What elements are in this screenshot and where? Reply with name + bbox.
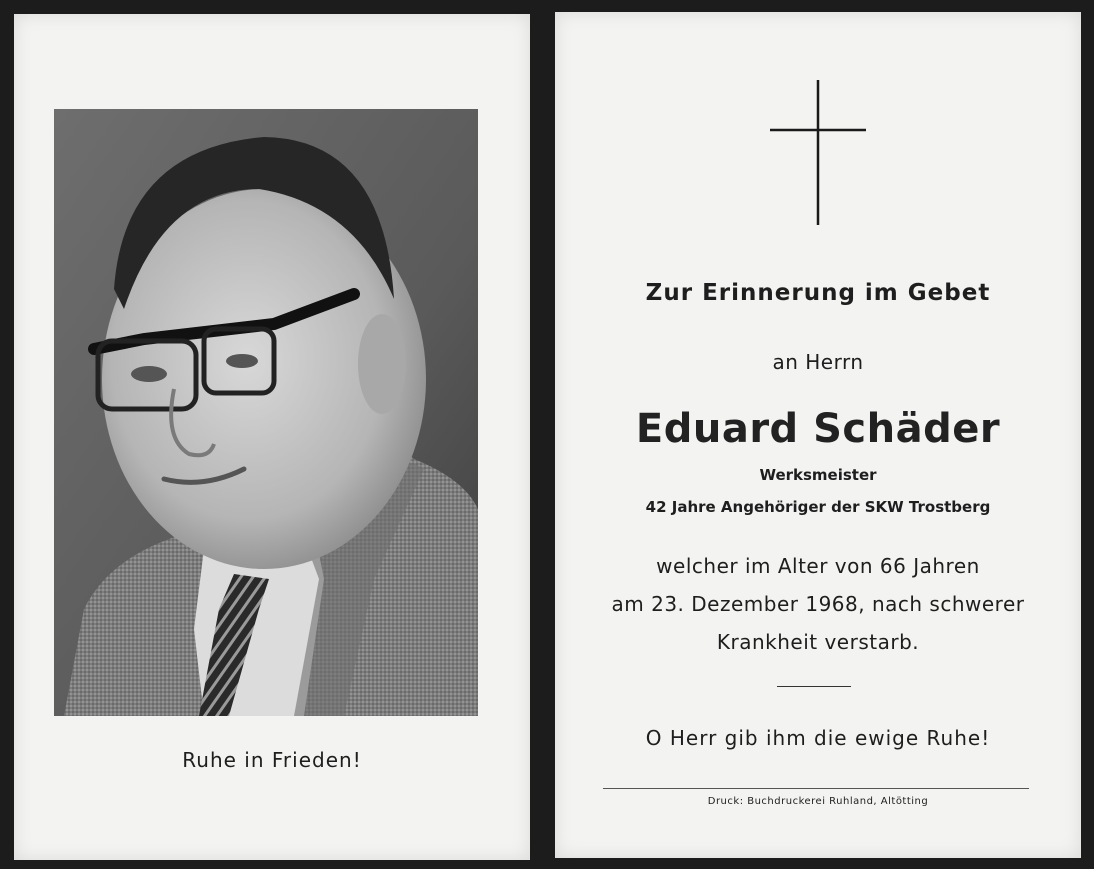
long-divider [603,788,1029,789]
short-divider [777,686,851,687]
prayer-line: O Herr gib ihm die ewige Ruhe! [645,726,991,750]
left-card [14,14,530,860]
portrait-photo [54,109,478,716]
right-card [555,12,1081,858]
salutation: an Herrn [772,350,864,374]
death-notice-line: welcher im Alter von 66 Jahren [656,554,980,578]
rest-in-peace-caption: Ruhe in Frieden! [182,748,362,772]
memorial-heading: Zur Erinnerung im Gebet [645,280,991,306]
cross-icon [768,80,868,225]
death-notice-line: am 23. Dezember 1968, nach schwerer [611,592,1025,616]
occupation: Werksmeister [759,466,877,484]
deceased-name: Eduard Schäder [635,406,1001,452]
printer-credit: Druck: Buchdruckerei Ruhland, Altötting [707,796,929,807]
affiliation: 42 Jahre Angehöriger der SKW Trostberg [645,498,991,516]
death-notice-line: Krankheit verstarb. [716,630,920,654]
